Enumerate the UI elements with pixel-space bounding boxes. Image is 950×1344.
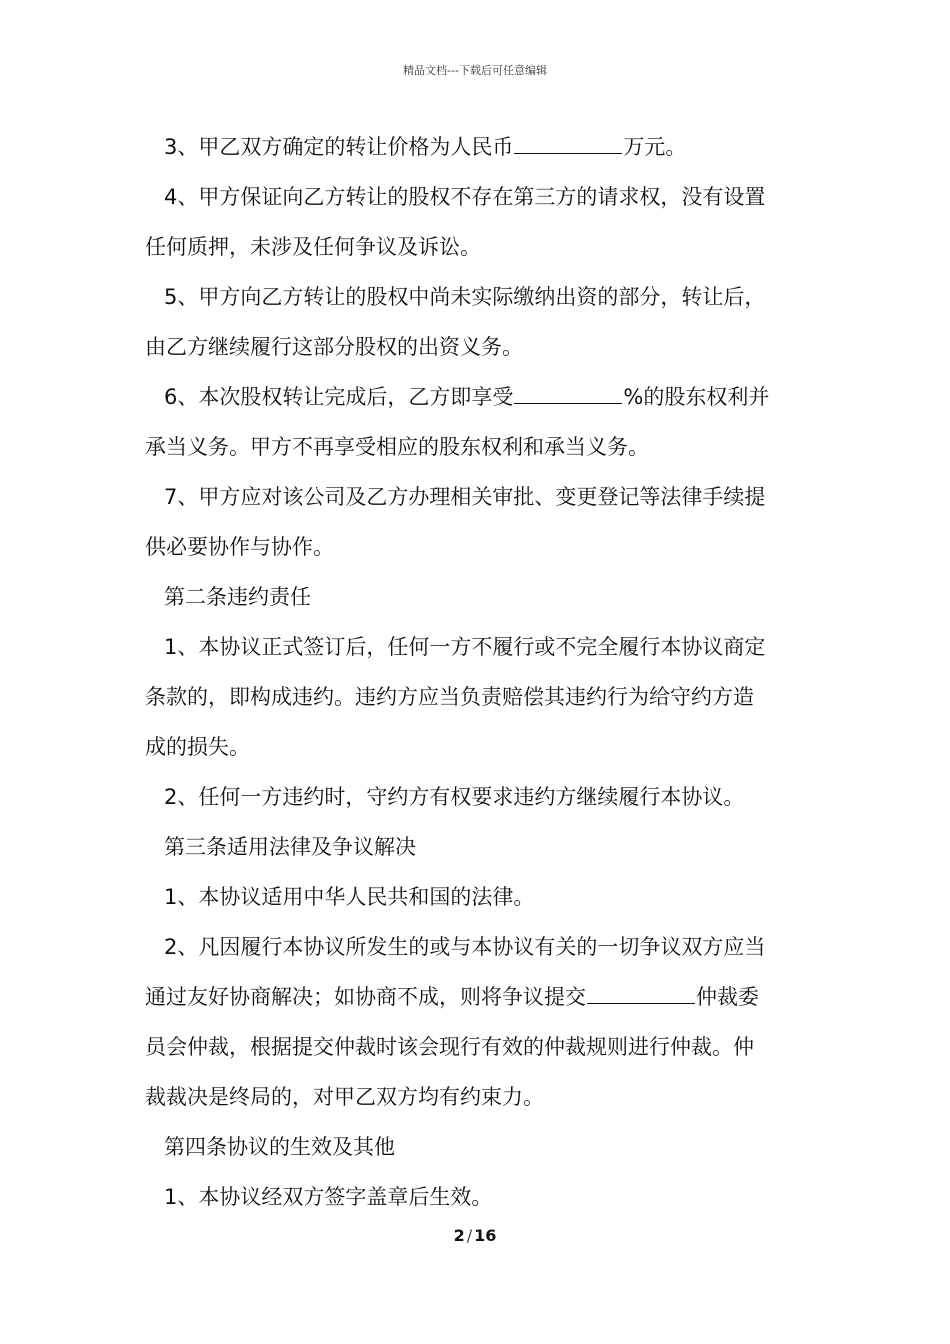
document-body — [145, 126, 810, 1226]
page-separator: / — [466, 1226, 473, 1245]
clause-5-line-2: 由乙方继续履行这部分股权的出资义务。 — [145, 335, 523, 359]
law-clause-2-line-2 — [145, 976, 810, 1026]
clause-7-line-1: 7、甲方应对该公司及乙方办理相关审批、变更登记等法律手续提 — [164, 485, 766, 509]
clause-6-line-2: 承当义务。甲方不再享受相应的股东权利和承当义务。 — [145, 435, 649, 459]
percent-blank-field — [514, 381, 622, 404]
clause-4-line-2: 任何质押，未涉及任何争议及诉讼。 — [145, 235, 481, 259]
clause-3-line — [145, 126, 810, 176]
total-pages-number: 16 — [474, 1226, 497, 1245]
clause-6-text: 6、本次股权转让完成后，乙方即享受 — [164, 385, 514, 409]
breach-clause-2: 2、任何一方违约时，守约方有权要求违约方继续履行本协议。 — [164, 785, 745, 809]
section-heading-3: 第三条适用法律及争议解决 — [164, 835, 416, 859]
section-heading-2: 第二条违约责任 — [164, 585, 311, 609]
clause-5-line-1: 5、甲方向乙方转让的股权中尚未实际缴纳出资的部分，转让后， — [164, 285, 766, 309]
breach-clause-1-line-3: 成的损失。 — [145, 735, 250, 759]
page-number — [0, 1225, 950, 1247]
law-clause-1: 1、本协议适用中华人民共和国的法律。 — [164, 885, 535, 909]
clause-6-line-1 — [145, 376, 810, 426]
effect-clause-1: 1、本协议经双方签字盖章后生效。 — [164, 1185, 493, 1209]
clause-3-unit: 万元。 — [623, 135, 687, 159]
law-clause-2-line-3: 员会仲裁，根据提交仲裁时该会现行有效的仲裁规则进行仲裁。仲 — [145, 1035, 754, 1059]
clause-3-text: 3、甲乙双方确定的转让价格为人民币 — [164, 135, 514, 159]
law-clause-2-line-4: 裁裁决是终局的，对甲乙双方均有约束力。 — [145, 1085, 544, 1109]
clause-7-line-2: 供必要协作与协作。 — [145, 535, 334, 559]
section-heading-4: 第四条协议的生效及其他 — [164, 1135, 395, 1159]
breach-clause-1-line-1: 1、本协议正式签订后，任何一方不履行或不完全履行本协议商定 — [164, 635, 766, 659]
law-clause-2-tail: 仲裁委 — [696, 985, 759, 1009]
law-clause-2-text: 通过友好协商解决；如协商不成，则将争议提交 — [145, 985, 586, 1009]
current-page-number: 2 — [453, 1226, 465, 1245]
breach-clause-1-line-2: 条款的，即构成违约。违约方应当负责赔偿其违约行为给守约方造 — [145, 685, 754, 709]
law-clause-2-line-1: 2、凡因履行本协议所发生的或与本协议有关的一切争议双方应当 — [164, 935, 766, 959]
clause-4-line-1: 4、甲方保证向乙方转让的股权不存在第三方的请求权，没有设置 — [164, 185, 766, 209]
clause-6-tail: %的股东权利并 — [623, 385, 770, 409]
arbitration-blank-field — [587, 981, 695, 1004]
page-header: 精品文档---下载后可任意编辑 — [403, 64, 547, 77]
price-blank-field — [514, 131, 622, 154]
